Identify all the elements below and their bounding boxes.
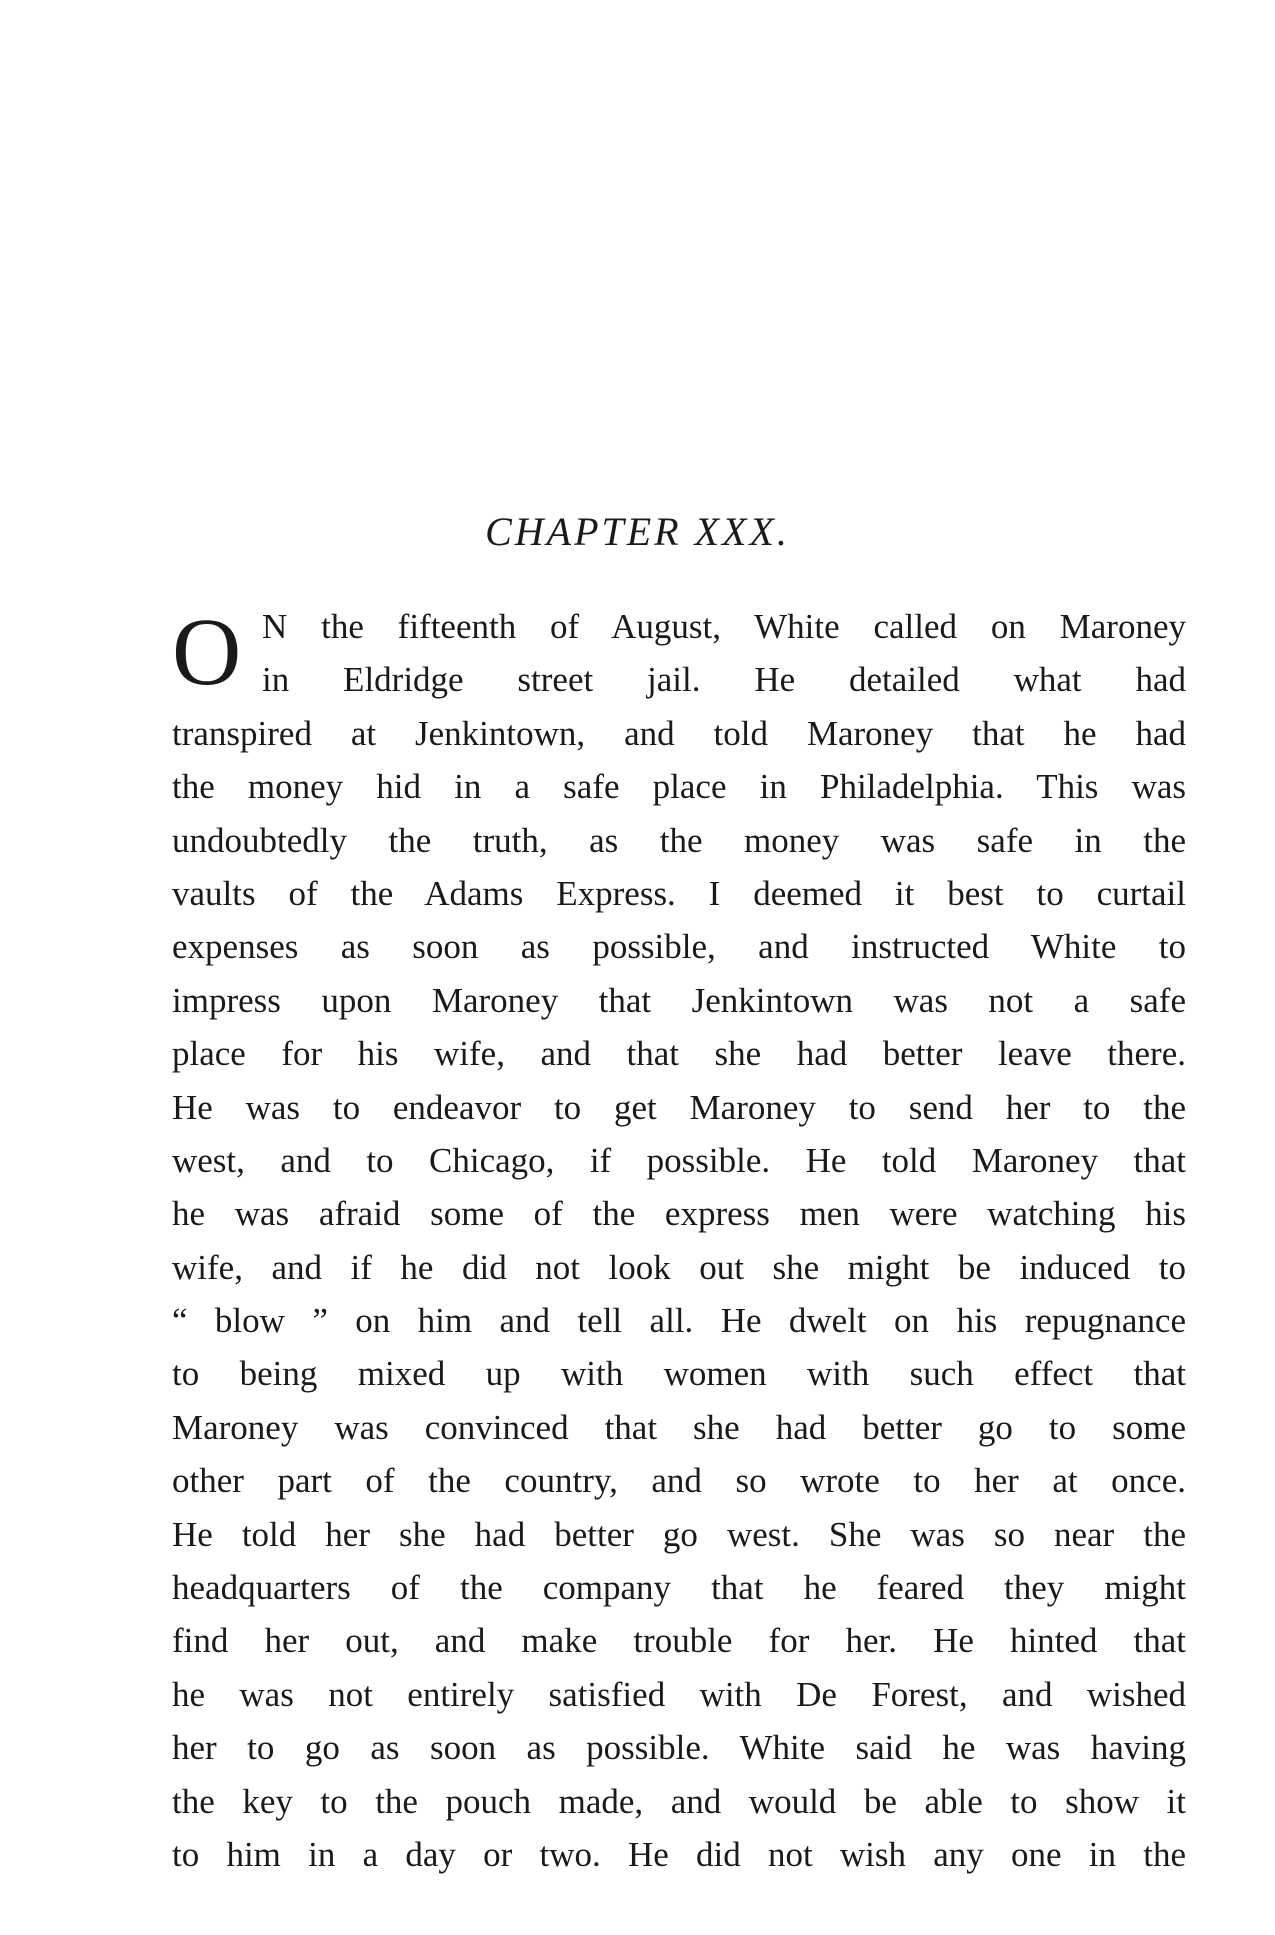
text-line: place for his wife, and that she had better leave there.: [172, 1034, 1186, 1074]
text-line: Maroney was convinced that she had better go to some: [172, 1407, 1186, 1447]
text-line: west, and to Chicago, if possible. He told Maroney that: [172, 1140, 1186, 1180]
text-line: the key to the pouch made, and would be able to show it: [172, 1781, 1186, 1821]
text-line: to being mixed up with women with such effect that: [172, 1354, 1186, 1394]
text-line: wife, and if he did not look out she might be induced to: [172, 1247, 1186, 1287]
chapter-title: CHAPTER XXX.: [485, 509, 790, 554]
text-line: undoubtedly the truth, as the money was safe in the: [172, 820, 1186, 860]
text-line: “ blow ” on him and tell all. He dwelt on his repugnance: [172, 1301, 1186, 1341]
text-line: her to go as soon as possible. White said he was having: [172, 1728, 1186, 1768]
text-line: N the fifteenth of August, White called on Maroney: [262, 607, 1186, 646]
text-line: find her out, and make trouble for her. He hinted that: [172, 1621, 1186, 1661]
drop-cap: O: [172, 598, 242, 705]
text-line: He was to endeavor to get Maroney to send her to the: [172, 1087, 1186, 1127]
text-line: vaults of the Adams Express. I deemed it best to curtail: [172, 873, 1186, 913]
text-line: expenses as soon as possible, and instructed White to: [172, 927, 1186, 967]
text-line: impress upon Maroney that Jenkintown was not a safe: [172, 980, 1186, 1020]
body-text: [172, 600, 1186, 1881]
text-line: he was not entirely satisfied with De Forest, and wished: [172, 1674, 1186, 1714]
text-line: he was afraid some of the express men were watching his: [172, 1194, 1186, 1234]
text-line: to him in a day or two. He did not wish any one in the: [172, 1834, 1186, 1874]
text-line: He told her she had better go west. She was so near the: [172, 1514, 1186, 1554]
text-line: transpired at Jenkintown, and told Maroney that he had: [172, 713, 1186, 753]
text-line: other part of the country, and so wrote to her at once.: [172, 1461, 1186, 1501]
text-line: the money hid in a safe place in Philadelphia. This was: [172, 767, 1186, 807]
text-line: headquarters of the company that he feared they might: [172, 1568, 1186, 1608]
text-line: in Eldridge street jail. He detailed what had: [262, 660, 1186, 700]
